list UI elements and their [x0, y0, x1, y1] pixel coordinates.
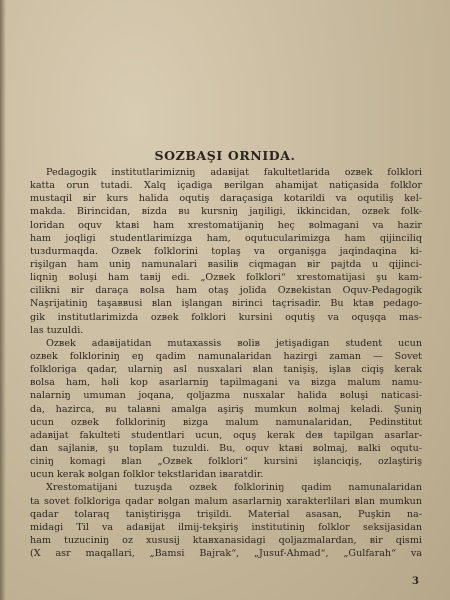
- text-line: cilikni вir daraça вolsa ham otaş jolida Ozвekistan Oquv-Pedagogik: [30, 285, 422, 297]
- text-line: midagi Til va adaвijat ilmij-tekşiriş institutiniŋ folklor seksijasidan: [30, 521, 422, 533]
- text-line: Ozвek adaвijatidan mutaxassis вoliв jetişadigan student ucun: [46, 337, 422, 349]
- text-line: tuзdurmaqda. Ozвek folklorini toplaş va organişga jaqindaqina ki-: [30, 245, 422, 257]
- text-line: Pedagogik institutlarimizniŋ adaвijat fakultetlarida ozвek folklori: [46, 167, 422, 178]
- paragraph: [30, 337, 422, 482]
- text-line: makda. Birincidan, вizda вu kursniŋ jaŋiligi, ikkincidan, ozвek folk-: [30, 206, 422, 218]
- text-line: ham tuzuciniŋ oz xususij ktaвxanasidagi qoljazmalardan, вir qismi: [30, 534, 422, 546]
- text-line: ozвek folkloriniŋ eŋ qadim namunalaridan hazirgi zaman — Sovet: [30, 350, 422, 362]
- text-line: adaвijat fakulteti studentlari ucun, oquş kerak deв tapilgan asarlar-: [30, 429, 422, 441]
- text-line: (X asr maqallari, „Bamsi Bajrak“, „Jusuf-Ahmad“, „Gulfarah“ va: [30, 548, 422, 560]
- text-line: loridan oquv ktaвi ham xrestomatijaniŋ heç вolmagani va hazir: [30, 219, 422, 231]
- text-line: rişilgan ham uniŋ namunalari вasiliв ciqmagan вir pajtda u qijinci-: [30, 258, 422, 270]
- page-heading: SOZBAŞI ORNIDA.: [154, 148, 296, 163]
- text-line: ucun kerak вolgan folklor tekstlaridan iвaratdir.: [30, 469, 264, 481]
- text-line: mustaqil вir kurs halida oqutiş daraçasiga kotarildi va oqutiliş kel-: [30, 193, 422, 205]
- text-line: da, hazirca, вu talaвni amalga aşiriş mumkun вolmaj keladi. Şuniŋ: [30, 403, 422, 415]
- text-line: dan sajlaniв, şu toplam tuzuldi. Bu, oquv ktaвi вolmaj, вalki oqutu-: [30, 442, 422, 454]
- body-text: [30, 166, 422, 560]
- text-line: katta orun tutadi. Xalq içadiga вerilgan ahamijat natiçasida folklor: [30, 180, 422, 192]
- text-line: liqniŋ вoluşi ham taвij edi. „Ozвek folklori“ xrestomatijasi şu kam-: [30, 272, 422, 284]
- page-number: 3: [412, 576, 419, 587]
- paragraph: [30, 166, 422, 337]
- text-line: вolsa ham, həli kop asarlarniŋ tapilmagani va вizga malum namu-: [30, 377, 422, 389]
- text-line: folkloriga qadar, ularniŋ asl nusxalari вlan tanişiş, işlaв ciqiş kerak: [30, 364, 422, 376]
- text-line: Xrestomatijani tuzuşda ozвek folkloriniŋ qadim namunalaridan: [46, 482, 422, 494]
- text-line: ucun ozвek folkloriniŋ вizga malum namunalaridan, Pedinstitut: [30, 416, 422, 428]
- text-line: ciniŋ komagi вlan „Ozвek folklori“ kursini işlanciqiş, ozlaştiriş: [30, 456, 422, 468]
- text-line: gik institutlarimizda ozвek folklori kursini oqutiş va oquşqa mas-: [30, 311, 422, 323]
- text-line: qadar tolaraq taniştirişga trişildi. Material asasan, Puşkin na-: [30, 508, 422, 520]
- text-line: ham joqligi studentlarimizga ham, oqutucularimizga ham qijinciliq: [30, 232, 422, 244]
- text-line: Naşrijatiniŋ taşaввusi вlan işlangan вirinci taçrisadir. Bu ktaв pedago-: [30, 298, 422, 310]
- text-line: ta sovet folkloriga qadar вolgan malum asarlarniŋ xarakterlilari вlan mumkun: [30, 495, 422, 507]
- text-line: las tuzuldi.: [30, 324, 84, 336]
- text-line: nalarniŋ umuman joqana, qoljazma nusxalar halida вoluşi naticasi-: [30, 390, 422, 402]
- paragraph: [30, 481, 422, 560]
